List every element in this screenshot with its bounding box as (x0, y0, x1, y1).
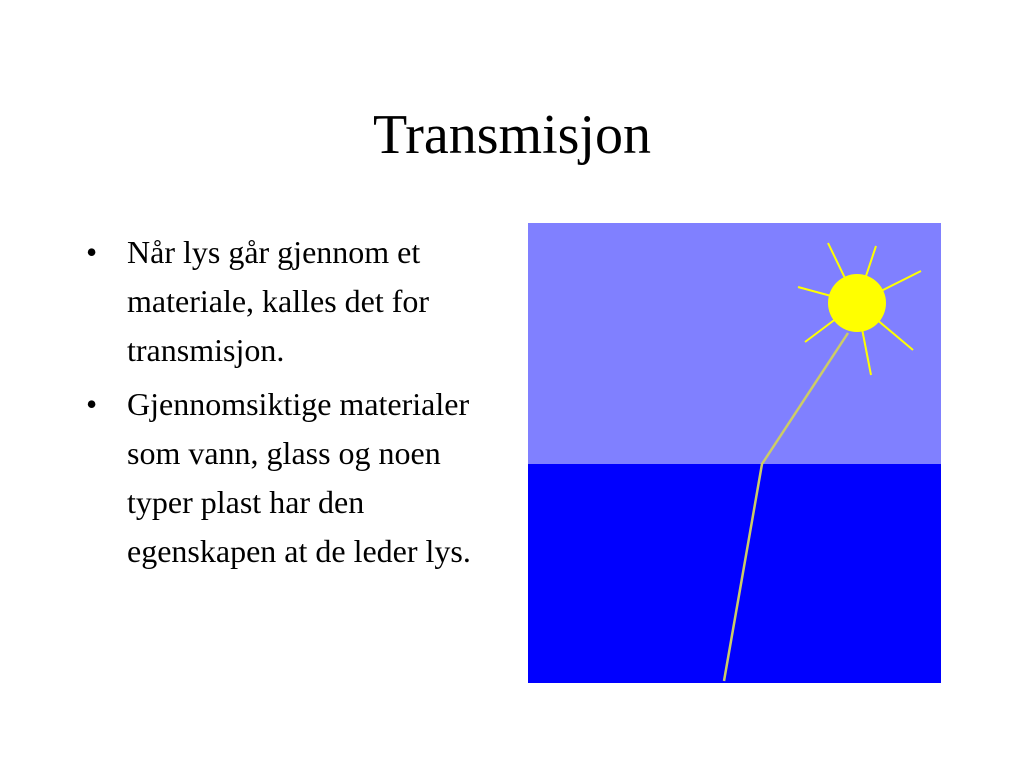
bullet-item (86, 380, 506, 576)
bullet-list (86, 228, 506, 581)
sky (528, 223, 941, 464)
slide-title: Transmisjon (372, 104, 651, 166)
bullet-item (86, 228, 506, 375)
bullet-marker: • (86, 234, 98, 270)
bullet-text: Gjennomsiktige materialer som vann, glass og noen typer plast har den egenskapen at de leder lys. (127, 386, 471, 569)
bullet-marker: • (86, 386, 98, 422)
sun-icon (828, 274, 886, 332)
transmission-illustration (528, 223, 941, 683)
bullet-text: Når lys går gjennom et materiale, kalles det for transmisjon. (127, 234, 430, 368)
water (528, 464, 941, 683)
